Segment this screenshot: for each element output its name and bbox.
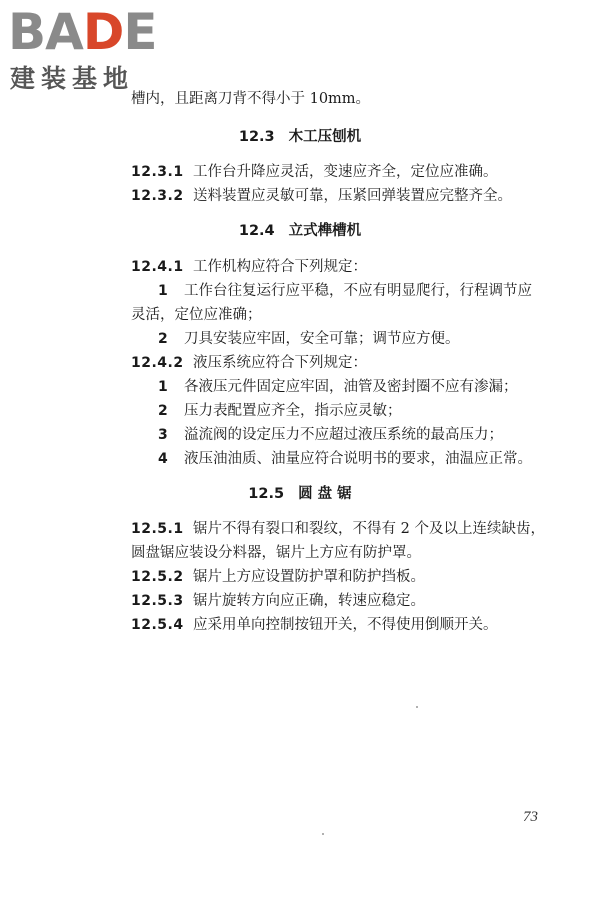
clause-text: 液压系统应符合下列规定：: [193, 355, 367, 371]
item-text: 各液压元件固定应牢固，油管及密封圈不应有渗漏；: [184, 379, 518, 395]
item-number: 4: [158, 451, 169, 467]
list-item: [158, 281, 532, 301]
section-number: 12.3: [238, 129, 275, 145]
item-text: 压力表配置应齐全，指示应灵敏；: [184, 403, 402, 419]
logo-wordmark: BADE: [8, 3, 157, 61]
clause-number: 12.5.3: [131, 593, 184, 609]
clause-number: 12.5.2: [131, 569, 184, 585]
item-number: 1: [158, 283, 169, 299]
section-heading-12-5: [0, 484, 600, 504]
section-title: 木工压刨机: [288, 129, 362, 145]
scan-speck: [322, 833, 324, 835]
clause-12-5-3: [131, 591, 425, 611]
clause-text: 送料装置应灵敏可靠，压紧回弹装置应完整齐全。: [193, 188, 512, 204]
section-number: 12.5: [248, 486, 285, 502]
item-text: 液压油油质、油量应符合说明书的要求，油温应正常。: [184, 451, 532, 467]
item-text: 溢流阀的设定压力不应超过液压系统的最高压力；: [184, 427, 503, 443]
clause-12-5-1: [131, 519, 545, 539]
clause-number: 12.4.2: [131, 355, 184, 371]
clause-text: 锯片旋转方向应正确，转速应稳定。: [193, 593, 425, 609]
clause-12-5-2: [131, 567, 425, 587]
watermark-logo: [8, 4, 178, 96]
item-number: 2: [158, 331, 169, 347]
item-text: 工作台往复运行应平稳，不应有明显爬行，行程调节应: [184, 283, 532, 299]
clause-text: 锯片不得有裂口和裂纹，不得有 2 个及以上连续缺齿，: [193, 521, 545, 537]
item-number: 3: [158, 427, 169, 443]
section-title: 立式榫槽机: [288, 223, 362, 239]
section-heading-12-3: [0, 127, 600, 147]
continuation-text: 槽内，且距离刀背不得小于 10mm。: [131, 91, 371, 107]
item-continuation: 灵活，定位应准确；: [131, 307, 262, 323]
clause-12-3-1: [131, 162, 498, 182]
clause-12-4-1: [131, 257, 367, 277]
logo-subtitle: 建装基地: [10, 64, 135, 93]
list-item: [158, 329, 460, 349]
clause-number: 12.5.1: [131, 521, 184, 537]
section-number: 12.4: [238, 223, 275, 239]
scan-speck: [416, 706, 418, 708]
clause-number: 12.3.2: [131, 188, 184, 204]
list-item: [158, 449, 532, 469]
clause-text: 锯片上方应设置防护罩和防护挡板。: [193, 569, 425, 585]
list-item: [158, 377, 518, 397]
clause-number: 12.3.1: [131, 164, 184, 180]
clause-number: 12.4.1: [131, 259, 184, 275]
list-item: [158, 401, 402, 421]
clause-12-5-4: [131, 615, 498, 635]
item-number: 1: [158, 379, 169, 395]
clause-12-3-2: [131, 186, 512, 206]
item-text: 刀具安装应牢固，安全可靠；调节应方便。: [184, 331, 460, 347]
list-item: [158, 425, 503, 445]
section-heading-12-4: [0, 221, 600, 241]
page-number: 73: [523, 809, 538, 825]
clause-text: 应采用单向控制按钮开关，不得使用倒顺开关。: [193, 617, 498, 633]
clause-number: 12.5.4: [131, 617, 184, 633]
section-title: 圆 盘 锯: [298, 486, 352, 502]
clause-12-4-2: [131, 353, 367, 373]
clause-text: 工作机构应符合下列规定：: [193, 259, 367, 275]
clause-continuation: 圆盘锯应装设分料器，锯片上方应有防护罩。: [131, 545, 421, 561]
item-number: 2: [158, 403, 169, 419]
clause-text: 工作台升降应灵活，变速应齐全，定位应准确。: [193, 164, 498, 180]
